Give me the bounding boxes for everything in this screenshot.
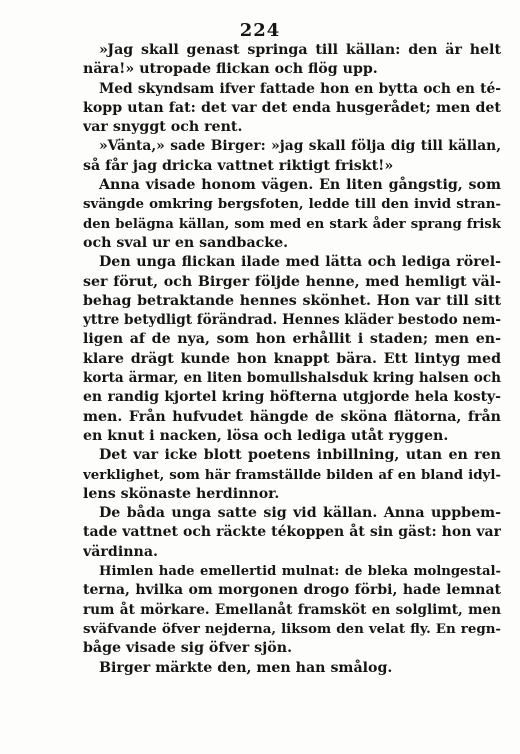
text-line: klare drägt kunde hon knappt bära. Ett lintyg med <box>83 350 501 367</box>
text-line: nära!» utropade flickan och flög upp. <box>83 61 378 78</box>
text-line: yttre betydligt förändrad. Hennes kläder bestodo nem- <box>83 312 501 329</box>
text-line: lens skönaste herdinnor. <box>83 485 280 502</box>
text-line: en knut i nacken, lösa och lediga utåt ryggen. <box>83 427 449 444</box>
text-line: Anna visade honom vägen. En liten gångstig, som <box>99 177 501 194</box>
text-line: Birger märkte den, men han smålog. <box>99 659 393 676</box>
text-line: terna, hvilka om morgonen drogo förbi, hade lemnat <box>83 582 501 599</box>
text-line: och sval ur en sandbacke. <box>83 234 289 251</box>
text-line: rum åt mörkare. Emellanåt framsköt en solglimt, men <box>83 601 501 618</box>
text-line: korta ärmar, en liten bomullshalsduk kring halsen och <box>83 370 501 387</box>
text-line: tade vattnet och räckte tékoppen åt sin gäst: hon var <box>83 524 501 541</box>
text-line: Himlen hade emellertid mulnat: de bleka molngestal- <box>99 564 501 580</box>
body-text <box>83 41 501 678</box>
text-line: verklighet, som här framställde bilden af en bland idyl- <box>83 466 501 483</box>
text-line: Det var icke blott poetens inbillning, utan en ren <box>99 447 501 464</box>
page-number: 224 <box>239 20 281 41</box>
text-line: »Jag skall genast springa till källan: den är helt <box>99 42 501 58</box>
text-line: båge visade sig öfver sjön. <box>83 640 293 657</box>
text-line: en randig kjortel kring höfterna utgjorde hela kosty- <box>83 389 501 406</box>
text-line: svängde omkring bergsfoten, ledde till den invid stran- <box>83 196 501 213</box>
text-line: behag betraktande hennes skönhet. Hon var till sitt <box>83 292 501 309</box>
text-line: ser förut, och Birger följde henne, med hemligt väl- <box>83 273 501 290</box>
text-line: Med skyndsam ifver fattade hon en bytta och en té- <box>99 80 501 97</box>
text-line: sväfvande öfver nejderna, liksom den velat fly. En regn- <box>83 620 501 637</box>
text-line: men. Från hufvudet hängde de sköna flätorna, från <box>83 408 501 425</box>
text-line: värdinna. <box>83 543 158 560</box>
text-line: ligen af de nya, som hon erhållit i staden; men en- <box>83 331 501 348</box>
text-line: De båda unga satte sig vid källan. Anna uppbem- <box>99 505 501 522</box>
text-line: så får jag dricka vattnet riktigt friskt!» <box>83 157 394 174</box>
text-line: den belägna källan, som med en stark åder sprang frisk <box>83 216 501 232</box>
text-line: »Vänta,» sade Birger: »jag skall följa dig till källan, <box>99 138 501 155</box>
text-line: Den unga flickan ilade med lätta och lediga rörel- <box>99 254 501 271</box>
text-line: kopp utan fat: det var det enda husgerådet; men det <box>83 99 501 116</box>
text-line: var snyggt och rent. <box>83 119 243 136</box>
